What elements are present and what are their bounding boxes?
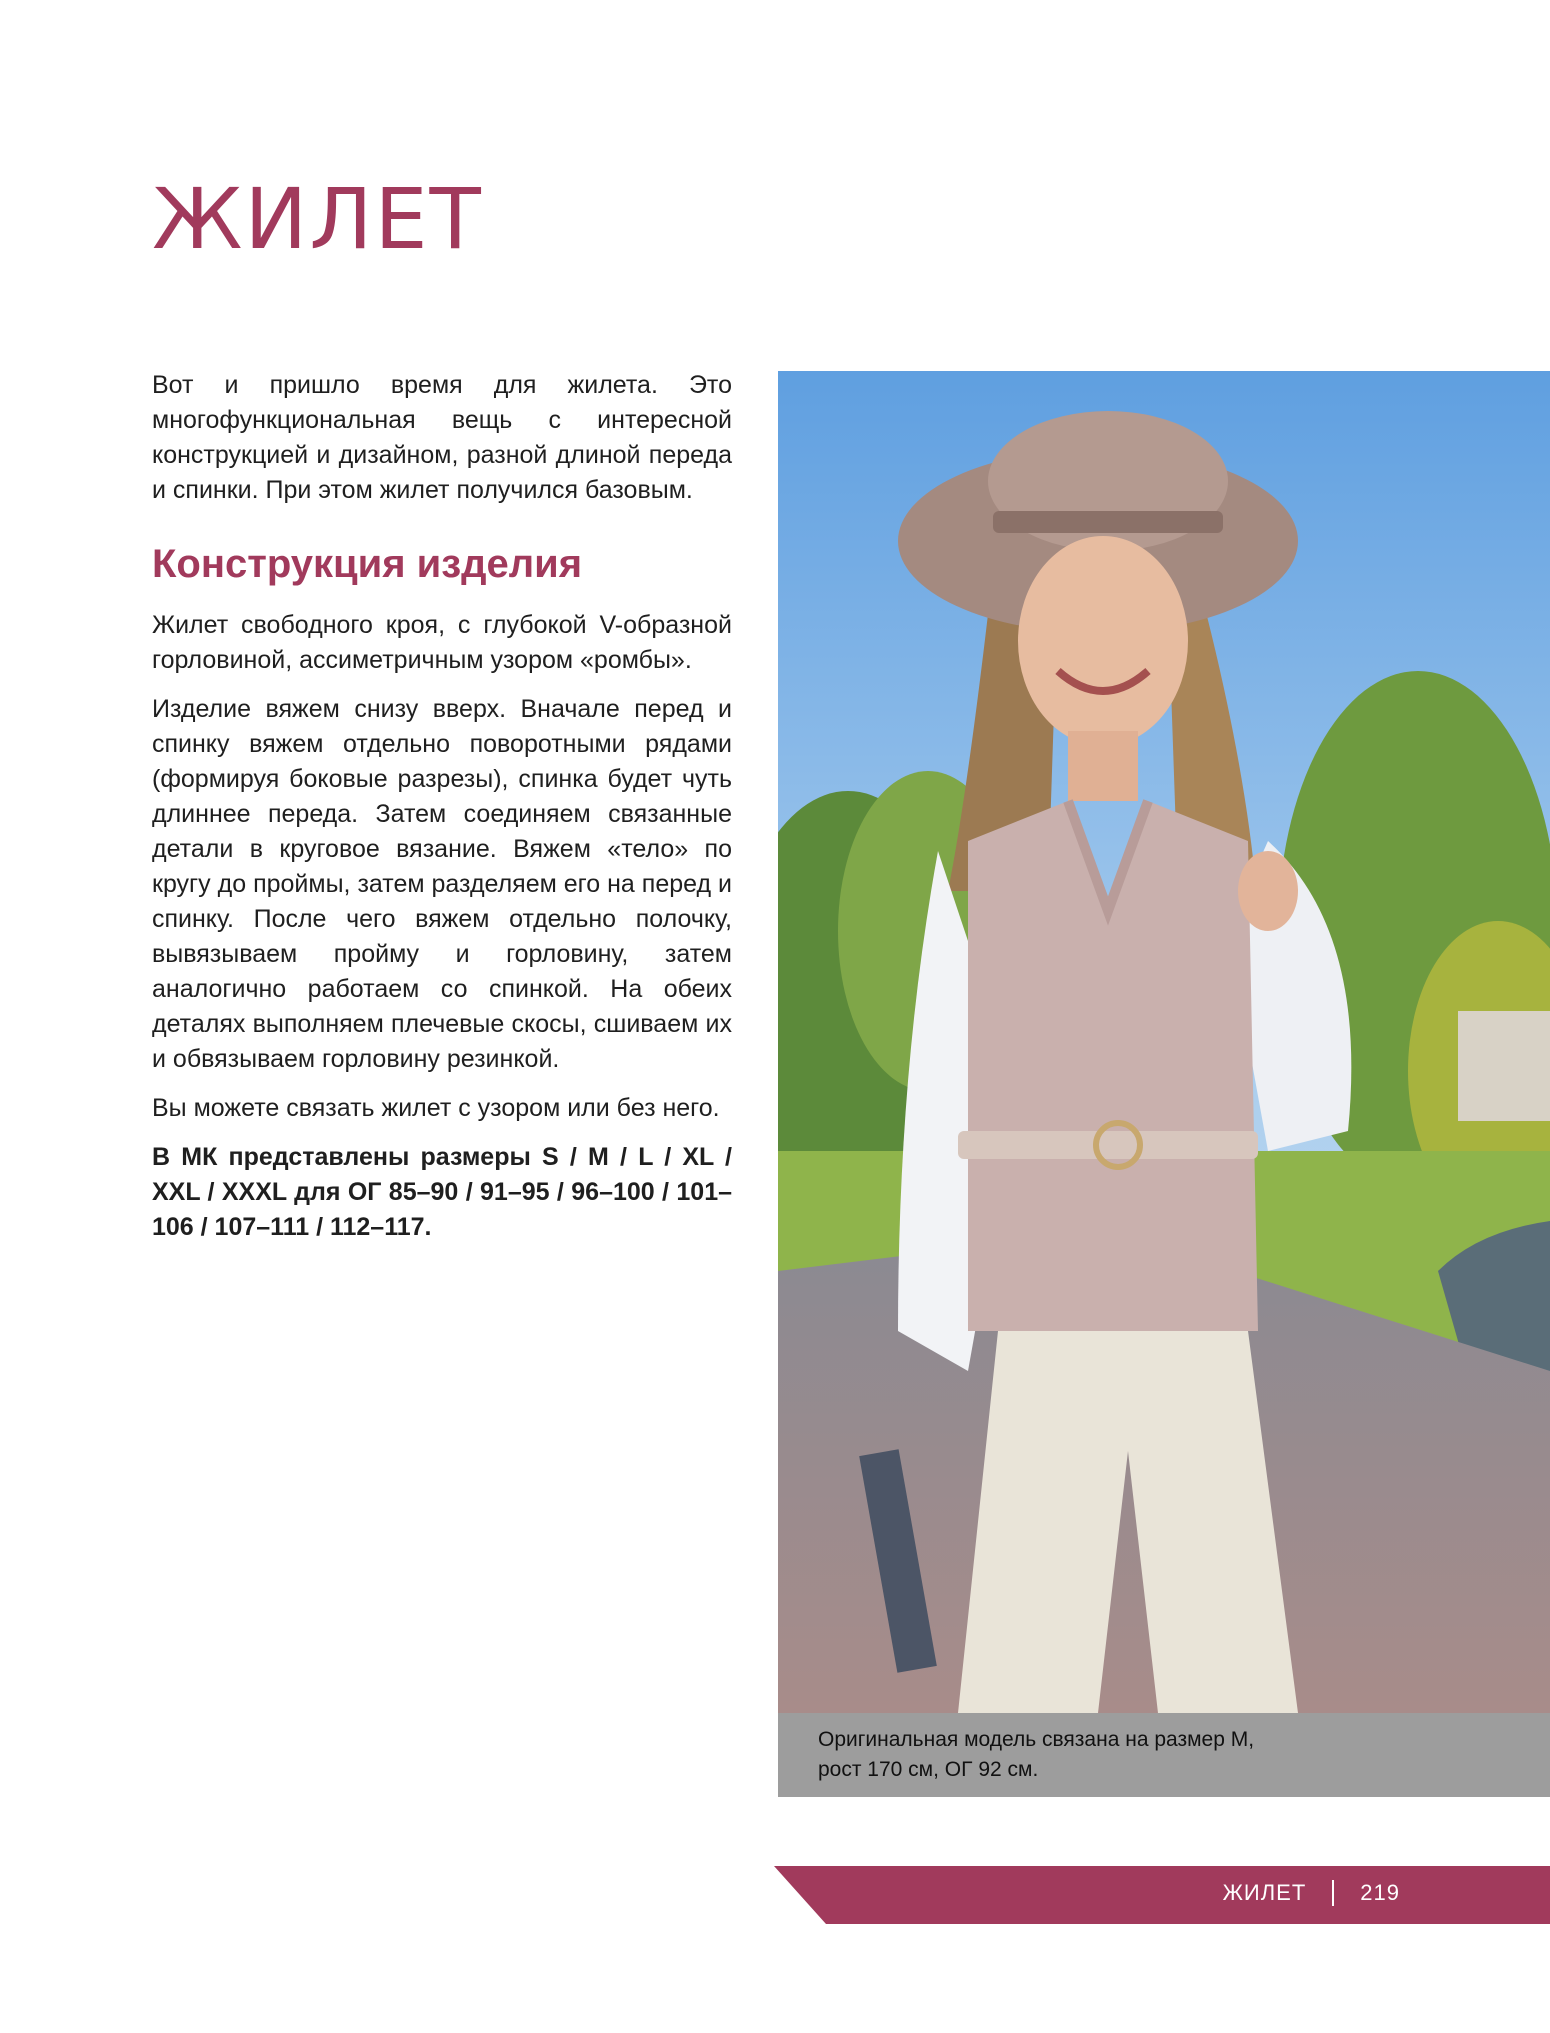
body-paragraph: Вы можете связать жилет с узором или без него. [152, 1094, 720, 1122]
body-paragraph: Изделие вяжем снизу вверх. Вначале перед и спинку вяжем отдельно поворотными рядами (формируя боковые разрезы), спинка будет чуть длиннее переда. Затем соединяем связанные детали в круговое вязание. Вяжем «тело» по кругу до проймы, затем разделяем его на перед и спинку. После чего вяжем отдельно полочку, вывязываем пройму и горловину, затем аналогично работаем со спинкой. На обеих деталях выполняем плечевые скосы, сшиваем их и обвязываем горловину резинкой. [152, 695, 732, 1073]
footer-section: ЖИЛЕТ [1222, 1880, 1307, 1905]
caption-line: Оригинальная модель связана на размер М, [818, 1728, 1255, 1751]
page-title: ЖИЛЕТ [152, 170, 483, 268]
running-footer [1223, 1880, 1400, 1906]
caption-line: рост 170 см, ОГ 92 см. [818, 1758, 1039, 1781]
footer-separator [1332, 1880, 1334, 1906]
model-photo [778, 371, 1550, 1713]
page-footer [774, 1866, 1550, 1924]
page-number: 219 [1360, 1880, 1400, 1905]
photo-caption [778, 1713, 1550, 1797]
intro-paragraph: Вот и пришло время для жилета. Это многофункциональная вещь с интересной конструкцией и дизайном, разной длиной переда и спинки. При этом жилет получился базовым. [152, 371, 732, 504]
section-heading: Конструкция изделия [152, 542, 583, 586]
text-column [152, 368, 732, 1259]
sizes-note: В МК представлены размеры S / M / L / XL / XXL / XXXL для ОГ 85–90 / 91–95 / 96–100 / 101–106 / 107–111 / 112–117. [152, 1143, 732, 1241]
body-paragraph: Жилет свободного кроя, с глубокой V-образной горловиной, ассиметричным узором «ромбы». [152, 611, 732, 674]
footer-band [774, 1866, 1550, 1924]
